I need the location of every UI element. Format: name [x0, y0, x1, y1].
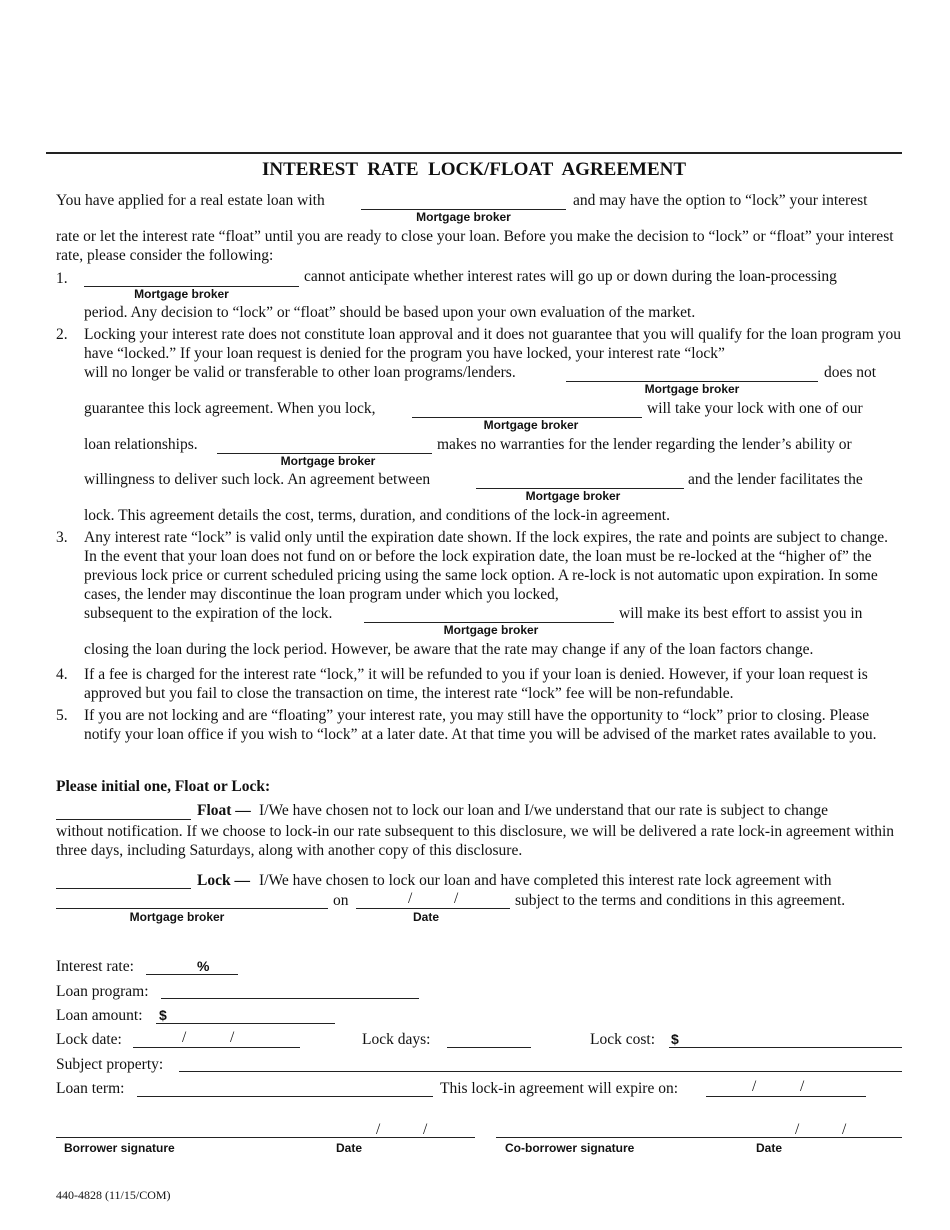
- item-1-text-a: cannot anticipate whether interest rates will go up or down during the loan-processing: [304, 268, 837, 285]
- item-1-text-b: period. Any decision to “lock” or “float” should be based upon your own evaluation of the market.: [84, 304, 696, 321]
- loan-amount-label: Loan amount:: [56, 1007, 143, 1024]
- item-1-number: 1.: [56, 270, 68, 287]
- lock-cost-dollar: $: [671, 1031, 679, 1047]
- top-rule: [46, 152, 902, 154]
- item-2-text-a: Locking your interest rate does not constitute loan approval and it does not guarantee that you will qualify for the loan program you have “locked.” If your loan request is denied for the program you have locked, your interest rate “lock”: [84, 326, 901, 362]
- intro-text-a: You have applied for a real estate loan with: [56, 192, 325, 209]
- lock-broker-field[interactable]: [56, 891, 328, 909]
- float-text-b: without notification. If we choose to lock-in our rate subsequent to this disclosure, we will be delivered a rate lock-in agreement within three days, including Saturdays, along with another copy of this disclosure.: [56, 823, 895, 859]
- item-2-text-b: will no longer be valid or transferable to other loan programs/lenders.: [84, 364, 516, 381]
- item-3-text-c: will make its best effort to assist you in: [619, 605, 863, 622]
- item-4-number: 4.: [56, 666, 68, 683]
- lock-date-label: Lock date:: [56, 1031, 122, 1048]
- item-2-text-g: makes no warranties for the lender regarding the lender’s ability or: [437, 436, 852, 453]
- lock-date-input[interactable]: [133, 1030, 300, 1048]
- subject-property-label: Subject property:: [56, 1056, 164, 1073]
- loan-term-label: Loan term:: [56, 1080, 125, 1097]
- intro-broker-caption: Mortgage broker: [416, 210, 511, 224]
- item-2-text-e: will take your lock with one of our: [647, 400, 863, 417]
- lock-initial-field[interactable]: [56, 871, 191, 889]
- intro-text-b: and may have the option to “lock” your interest: [573, 192, 868, 209]
- item-2-text-d: guarantee this lock agreement. When you lock,: [84, 400, 376, 417]
- borrower-date-slash-1: /: [376, 1121, 381, 1138]
- lock-label: Lock —: [197, 872, 250, 889]
- lock-date-caption: Date: [412, 910, 439, 924]
- page-title: INTEREST RATE LOCK/FLOAT AGREEMENT: [261, 159, 687, 180]
- item-2-text-j: lock. This agreement details the cost, terms, duration, and conditions of the lock-in agreement.: [84, 507, 670, 524]
- loan-amount-field[interactable]: [156, 1006, 335, 1024]
- lock-text-b: subject to the terms and conditions in this agreement.: [515, 892, 846, 909]
- coborrower-date-slash-1: /: [795, 1121, 800, 1138]
- coborrower-date-slash-2: /: [842, 1121, 847, 1138]
- item-5-number: 5.: [56, 707, 68, 724]
- item-2-broker-field-4[interactable]: [476, 471, 684, 489]
- loan-program-label: Loan program:: [56, 983, 149, 1000]
- lock-on-text: on: [333, 892, 349, 909]
- float-label: Float —: [197, 802, 251, 819]
- item-2-text-h: willingness to deliver such lock. An agreement between: [84, 471, 431, 488]
- item-1-broker-caption: Mortgage broker: [134, 287, 229, 301]
- interest-rate-label: Interest rate:: [56, 958, 134, 975]
- coborrower-signature-caption: Co-borrower signature: [505, 1141, 635, 1155]
- borrower-signature-field[interactable]: [56, 1120, 475, 1138]
- form-number: 440-4828 (11/15/COM): [56, 1188, 171, 1202]
- borrower-date-caption: Date: [336, 1141, 363, 1155]
- item-1-broker-field[interactable]: [84, 269, 299, 287]
- lock-date-slash-2: /: [454, 890, 459, 907]
- expire-date-slash-1: /: [752, 1078, 757, 1095]
- lock-text-a: I/We have chosen to lock our loan and have completed this interest rate lock agreement with: [259, 872, 832, 889]
- interest-rate-field[interactable]: [146, 957, 238, 975]
- item-2-text-f: loan relationships.: [84, 436, 198, 453]
- item-2-number: 2.: [56, 326, 68, 343]
- float-text-a: I/We have chosen not to lock our loan and I/we understand that our rate is subject to change: [259, 802, 829, 819]
- lock-date-input-slash-2: /: [230, 1029, 235, 1046]
- item-2-broker-caption-4: Mortgage broker: [525, 489, 621, 503]
- item-2-broker-caption-1: Mortgage broker: [644, 382, 740, 396]
- expire-date-field[interactable]: [706, 1079, 866, 1097]
- loan-term-field[interactable]: [137, 1079, 433, 1097]
- lock-days-label: Lock days:: [362, 1031, 431, 1048]
- lock-cost-field[interactable]: [669, 1030, 902, 1048]
- item-3-broker-field[interactable]: [364, 605, 614, 623]
- borrower-date-slash-2: /: [423, 1121, 428, 1138]
- item-5-text: If you are not locking and are “floating” your interest rate, you may still have the opportunity to “lock” prior to closing. Please notify your loan office if you wish to “lock” at a later date. At that time you will be advised of the market rates available to you.: [84, 707, 877, 743]
- item-2-text-c: does not: [824, 364, 877, 381]
- lock-date-input-slash-1: /: [182, 1029, 187, 1046]
- lock-date-field[interactable]: [356, 891, 510, 909]
- item-2-text-i: and the lender facilitates the: [688, 471, 863, 488]
- item-2-broker-field-2[interactable]: [412, 400, 642, 418]
- expire-date-slash-2: /: [800, 1078, 805, 1095]
- item-2-broker-caption-3: Mortgage broker: [280, 454, 376, 468]
- item-3-text-b: subsequent to the expiration of the lock.: [84, 605, 333, 622]
- intro-text-c: rate or let the interest rate “float” until you are ready to close your loan. Before you make the decision to “lock” or “float” your interest rate, please consider the following:: [56, 228, 894, 264]
- interest-rate-percent: %: [197, 958, 210, 974]
- loan-amount-dollar: $: [159, 1007, 167, 1023]
- lock-date-slash-1: /: [408, 890, 413, 907]
- lock-broker-caption: Mortgage broker: [129, 910, 225, 924]
- borrower-signature-caption: Borrower signature: [64, 1141, 175, 1155]
- item-2-broker-field-1[interactable]: [566, 364, 818, 382]
- item-4-text: If a fee is charged for the interest rate “lock,” it will be refunded to you if your loan is denied. However, if your loan request is approved but you fail to close the transaction on time, the interest rate “lock” fee will be non-refundable.: [84, 666, 868, 702]
- lock-days-field[interactable]: [447, 1030, 531, 1048]
- intro-broker-field[interactable]: [361, 192, 566, 210]
- item-3-number: 3.: [56, 529, 68, 546]
- item-3-text-d: closing the loan during the lock period. However, be aware that the rate may change if any of the loan factors change.: [84, 641, 814, 658]
- float-initial-field[interactable]: [56, 802, 191, 820]
- item-2-broker-caption-2: Mortgage broker: [483, 418, 579, 432]
- initial-heading: Please initial one, Float or Lock:: [56, 778, 271, 795]
- item-3-broker-caption: Mortgage broker: [443, 623, 539, 637]
- lock-cost-label: Lock cost:: [590, 1031, 655, 1048]
- loan-program-field[interactable]: [161, 981, 419, 999]
- item-3-text-a: Any interest rate “lock” is valid only until the expiration date shown. If the lock expires, the rate and points are subject to change. In the event that your loan does not fund on or before the lock expiration date, the loan must be re-locked at the “higher of” the previous lock price or current scheduled pricing using the same lock option. A re-lock is not automatic upon expiration. In some cases, the lender may discontinue the loan program under which you locked,: [84, 529, 889, 603]
- expire-label: This lock-in agreement will expire on:: [440, 1080, 679, 1097]
- subject-property-field[interactable]: [179, 1054, 902, 1072]
- coborrower-date-caption: Date: [756, 1141, 783, 1155]
- item-2-broker-field-3[interactable]: [217, 436, 432, 454]
